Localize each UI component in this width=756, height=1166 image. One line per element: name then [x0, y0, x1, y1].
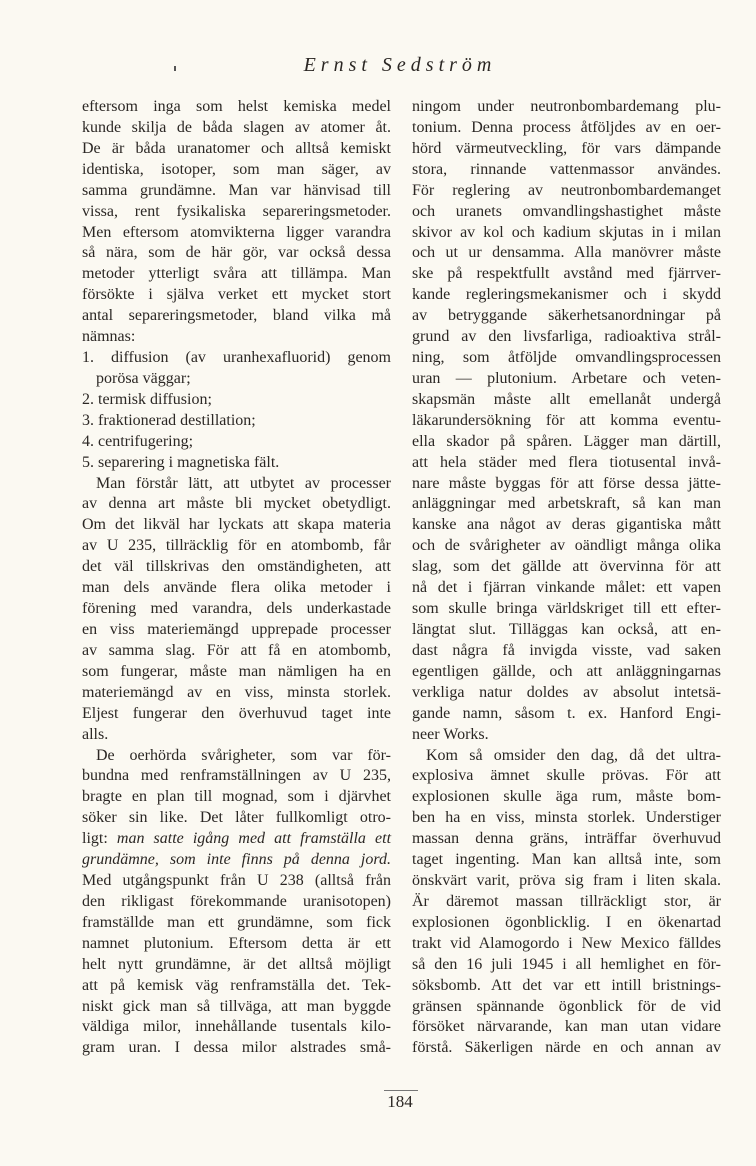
line-text: ske på respektfullt avstånd med fjärrver-: [412, 265, 721, 283]
line-text: bragte en plan till mognad, som i djärvhet: [82, 788, 391, 806]
line-text: För reglering av neutronbombardemanget: [412, 181, 721, 199]
line-text: De är båda uranatomer och alltså kemiskt: [82, 139, 391, 157]
line-text: söksbomb. Att det var ett intill bristnings-: [412, 976, 721, 994]
text-line: [82, 389, 391, 410]
line-text: Men eftersom atomvikterna ligger varandra: [82, 223, 391, 241]
text-line: [412, 786, 721, 807]
text-line: [82, 786, 391, 807]
text-line: [412, 410, 721, 431]
line-text: samma grundämne. Man var hänvisad till: [82, 181, 391, 199]
line-text: väldiga milor, innehållande tusentals kilo-: [82, 1018, 391, 1036]
text-line: [82, 514, 391, 535]
line-text: försöket närvarande, kan man utan vidare: [412, 1018, 721, 1036]
text-line: [82, 535, 391, 556]
line-text: så nära, som de här gör, var också dessa: [82, 244, 391, 262]
text-line: [412, 556, 721, 577]
line-text: Kom så omsider den dag, då det ultra-: [426, 746, 721, 764]
text-line: [412, 870, 721, 891]
text-line: [412, 263, 721, 284]
line-text: Eljest fungerar den överhuvud taget inte: [82, 704, 391, 722]
text-line: [82, 452, 391, 473]
line-text: att hela städer med flera tiotusental invå-: [412, 453, 721, 471]
text-line: [82, 577, 391, 598]
line-text: nare måste byggas för att förse dessa jätte-: [412, 474, 721, 492]
line-text: Är däremot massan tillräckligt stor, är: [412, 892, 721, 910]
line-text: alls.: [82, 725, 109, 743]
line-text: helt nytt grundämne, är det alltså möjligt: [82, 955, 391, 973]
line-text: explosionen skulle äga rum, måste bom-: [412, 788, 721, 806]
text-line: [82, 242, 391, 263]
line-text: anläggningar med arbetskraft, så kan man: [412, 495, 721, 513]
line-text: 2. termisk diffusion;: [82, 390, 212, 408]
line-text: nå det i fjärran vinkande målet: ett vapen: [412, 579, 721, 597]
line-text: verkliga natur doldes av absolut intetsä-: [412, 683, 721, 701]
page-number: 184: [387, 1092, 413, 1111]
line-text: 5. separering i magnetiska fält.: [82, 453, 280, 471]
line-text: kande regleringsmekanismer och i skydd: [412, 286, 721, 304]
text-line: [82, 870, 391, 891]
line-text: explosiva ämnet skulle prövas. För att: [412, 767, 721, 785]
line-text: Om det likväl har lyckats att skapa materia: [82, 516, 391, 534]
line-text: niskt gick man så tillväga, att man byggde: [82, 997, 391, 1015]
line-text: gram uran. I dessa milor alstrades små-: [82, 1039, 391, 1057]
text-line: [412, 452, 721, 473]
text-line: [82, 96, 391, 117]
text-line: [412, 996, 721, 1017]
text-line: [82, 703, 391, 724]
text-line: [412, 201, 721, 222]
text-line: [82, 996, 391, 1017]
line-text: söker sin like. Det låter fullkomligt otro-: [82, 809, 391, 827]
line-text: Man förstår lätt, att utbytet av processer: [96, 474, 391, 492]
line-text: längtat slut. Tilläggas kan också, att en-: [412, 621, 721, 638]
line-text: bundna med renframställningen av U 235,: [82, 767, 391, 785]
text-line: [82, 117, 391, 138]
line-text: De oerhörda svårigheter, som var för-: [96, 746, 391, 764]
line-text: som fungerar, måste man nämligen ha en: [82, 662, 391, 680]
line-text: 4. centrifugering;: [82, 432, 194, 450]
line-text: nämnas:: [82, 328, 136, 346]
text-line: [82, 368, 391, 389]
line-text: eftersom inga som helst kemiska medel: [82, 98, 391, 115]
text-line: [412, 138, 721, 159]
line-text: gande namn, såsom t. ex. Hanford Engi-: [412, 704, 721, 722]
text-line: [82, 1037, 391, 1058]
text-line: [412, 807, 721, 828]
line-text: grund av den livsfarliga, radioaktiva strål-: [412, 328, 721, 346]
line-text: massan denna gräns, inträffar överhuvud: [412, 830, 721, 848]
page-number-rule: [384, 1090, 418, 1091]
text-line: [82, 828, 391, 849]
text-line: [82, 912, 391, 933]
line-text: skapsmän måste allt emellanåt undergå: [412, 390, 721, 408]
line-text: dast några få invigda visste, vad saken: [412, 641, 721, 659]
text-line: [412, 912, 721, 933]
text-line: [412, 389, 721, 410]
line-text: vissa, rent fysikaliska separeringsmetoder.: [82, 202, 391, 220]
text-line: [412, 640, 721, 661]
text-line: [82, 222, 391, 243]
line-text: antal separeringsmetoder, bland vilka må: [82, 307, 391, 325]
text-line: [412, 619, 721, 640]
text-line: [412, 117, 721, 138]
text-line: [412, 347, 721, 368]
line-text: Med utgångspunkt från U 238 (alltså från: [82, 872, 391, 890]
line-text: ella skador på spåren. Lägger man därtill,: [412, 432, 721, 450]
text-line: [412, 661, 721, 682]
text-line: [412, 828, 721, 849]
text-line: [82, 891, 391, 912]
italic-text: man satte igång med att framställa ett: [116, 830, 392, 848]
text-line: [412, 514, 721, 535]
text-line: [82, 954, 391, 975]
line-text: av samma slag. För att få en atombomb,: [82, 641, 391, 659]
line-text: och ut ur densamma. Alla manövrer måste: [412, 244, 721, 262]
line-text: av U 235, tillräcklig för en atombomb, får: [82, 537, 391, 555]
text-line: [82, 765, 391, 786]
text-line: [82, 1016, 391, 1037]
line-text: man dels använde flera olika metoder i: [82, 579, 391, 597]
line-text: och uranets omvandlingshastighet måste: [412, 202, 721, 220]
text-line: [412, 745, 721, 766]
text-line: [82, 410, 391, 431]
text-line: [82, 180, 391, 201]
text-line: [412, 96, 721, 117]
line-text: skivor av kol och kadium skjutas in i milan: [412, 223, 721, 241]
line-text: kanske ana något av deras gigantiska mått: [412, 516, 721, 534]
text-line: [412, 368, 721, 389]
text-line: [82, 849, 391, 870]
text-line: [412, 493, 721, 514]
text-line: [412, 975, 721, 996]
text-line: [412, 765, 721, 786]
line-text: läkarundersökning för att komma eventu-: [412, 411, 721, 429]
text-line: [82, 431, 391, 452]
line-text: tonium. Denna process åtföljdes av en oer-: [412, 118, 721, 136]
text-line: [82, 326, 391, 347]
line-text: namnet plutonium. Eftersom detta är ett: [82, 934, 391, 952]
text-line: [82, 598, 391, 619]
text-line: [412, 431, 721, 452]
line-text: och de svårigheter av oändligt många olika: [412, 537, 721, 555]
line-text: explosionen ögonblicklig. I en ökenartad: [412, 913, 721, 931]
line-text: hörd värmeutveckling, för vars dämpande: [412, 139, 721, 157]
text-line: [412, 703, 721, 724]
line-text: metoder ytterligt svåra att tillämpa. Man: [82, 265, 391, 283]
line-text: egentligen gällde, och att anläggningarnas: [412, 662, 721, 680]
line-text: taget ingenting. Man kan alltså inte, som: [412, 851, 721, 869]
line-text: det väl tillskrivas den omständigheten, att: [82, 558, 391, 576]
text-line: [82, 493, 391, 514]
text-line: [82, 138, 391, 159]
line-text: framställde man ett grundämne, som fick: [82, 913, 391, 931]
italic-text: grundämne, som inte finns på denna jord.: [82, 851, 391, 869]
line-text: en viss materiemängd upprepade processer: [82, 621, 391, 638]
text-line: [82, 347, 391, 368]
line-text: av denna art måste bli mycket obetydligt.: [82, 495, 391, 513]
text-line: [82, 305, 391, 326]
line-text: neer Works.: [412, 725, 489, 743]
text-line: [412, 535, 721, 556]
text-line: [412, 933, 721, 954]
line-text: av betryggande säkerhetsanordningar på: [412, 307, 721, 325]
text-line: [412, 473, 721, 494]
line-text: den rikligast förekommande uranisotopen): [82, 892, 391, 910]
running-header: Ernst Sedström: [303, 54, 497, 76]
line-text: ningom under neutronbombardemang plu-: [412, 98, 721, 115]
line-text: trakt vid Alamogordo i New Mexico fälldes: [412, 934, 721, 952]
line-text: 3. fraktionerad destillation;: [82, 411, 256, 429]
print-mark: [174, 66, 176, 71]
line-text: förstå. Säkerligen närde en och annan av: [412, 1039, 721, 1057]
line-text: ben ha en viss, minsta storlek. Understiger: [412, 809, 721, 827]
line-text: önskvärt varit, pröva sig fram i liten skala.: [412, 872, 721, 890]
text-line: [412, 1037, 721, 1058]
text-line: [412, 598, 721, 619]
text-line: [82, 159, 391, 180]
text-line: [412, 222, 721, 243]
line-text: porösa väggar;: [96, 369, 191, 387]
line-text: att på kemisk väg renframställa det. Tek-: [82, 976, 391, 994]
line-text: gränsen spännande ögonblick för de vid: [412, 997, 721, 1015]
line-text: ligt:: [82, 830, 117, 848]
text-line: [82, 640, 391, 661]
text-line: [82, 975, 391, 996]
text-line: [82, 807, 391, 828]
line-text: uran — plutonium. Arbetare och veten-: [412, 369, 721, 387]
text-line: [412, 180, 721, 201]
text-line: [412, 284, 721, 305]
text-line: [412, 1016, 721, 1037]
text-line: [82, 682, 391, 703]
text-line: [82, 556, 391, 577]
line-text: förening med varandra, dels underkastade: [82, 600, 391, 618]
text-line: [412, 326, 721, 347]
text-line: [82, 661, 391, 682]
text-line: [82, 473, 391, 494]
line-text: 1. diffusion (av uranhexafluorid) genom: [82, 349, 391, 367]
text-line: [82, 201, 391, 222]
line-text: materiemängd av en viss, minsta storlek.: [82, 683, 391, 701]
text-line: [412, 159, 721, 180]
text-line: [82, 933, 391, 954]
text-line: [82, 745, 391, 766]
text-line: [412, 305, 721, 326]
line-text: ning, som åtföljde omvandlingsprocessen: [412, 349, 721, 367]
text-line: [412, 242, 721, 263]
line-text: som skulle bringa världskriget till ett efter-: [412, 600, 721, 618]
line-text: så den 16 juli 1945 i all hemlighet en för-: [412, 955, 721, 973]
line-text: försökte i själva verket ett mycket stort: [82, 286, 391, 304]
text-line: [412, 849, 721, 870]
line-text: identiska, isotoper, som man säger, av: [82, 160, 391, 178]
line-text: stora, rinnande vattenmassor användes.: [412, 160, 721, 178]
text-line: [412, 724, 721, 745]
line-text: slag, som det gällde att övervinna för att: [412, 558, 721, 576]
text-line: [412, 682, 721, 703]
line-text: kunde skilja de båda slagen av atomer åt.: [82, 118, 391, 136]
text-line: [412, 577, 721, 598]
text-line: [412, 954, 721, 975]
text-line: [82, 284, 391, 305]
text-line: [82, 619, 391, 640]
text-line: [82, 724, 391, 745]
text-line: [82, 263, 391, 284]
text-line: [412, 891, 721, 912]
